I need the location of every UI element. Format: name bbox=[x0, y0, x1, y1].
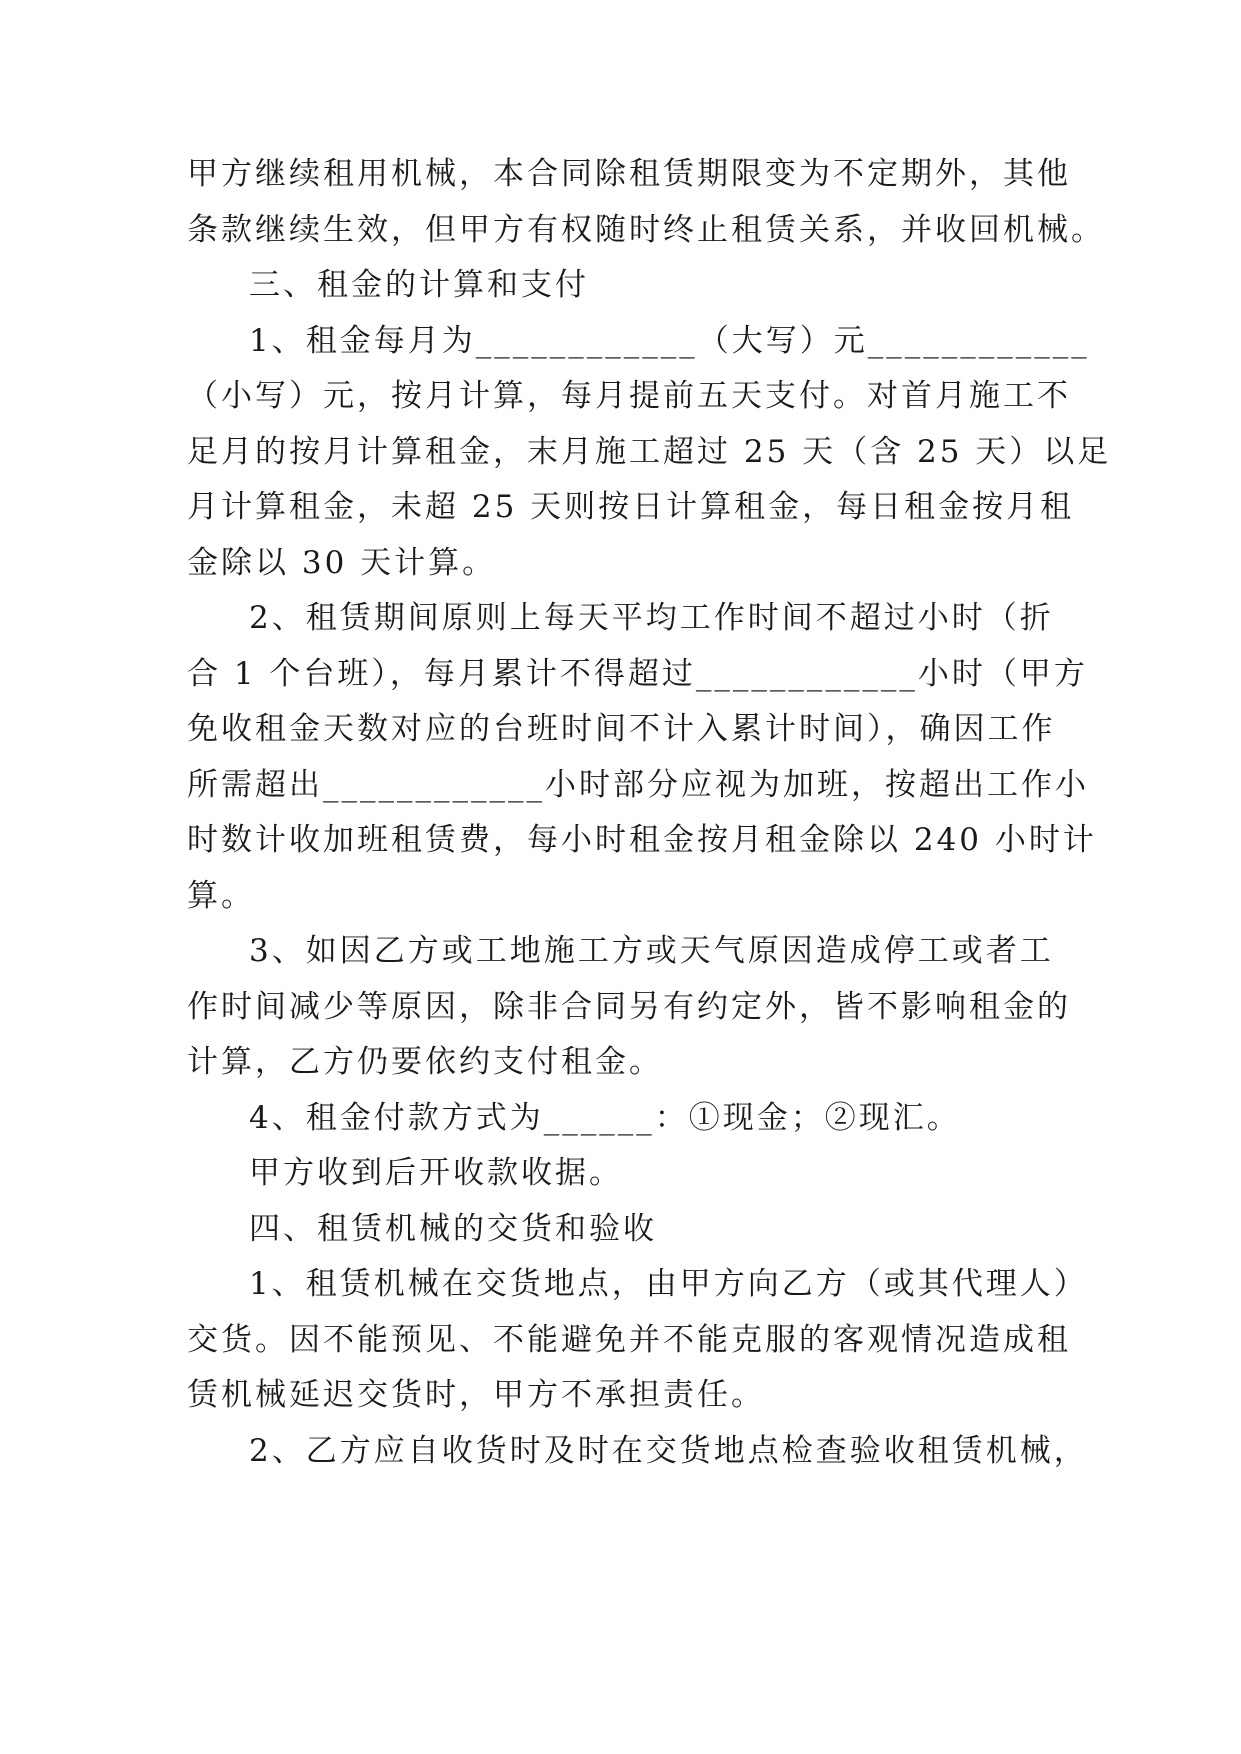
text-line: 足月的按月计算租金，末月施工超过 25 天（含 25 天）以足 bbox=[187, 434, 1112, 470]
text-line: 所需超出____________小时部分应视为加班，按超出工作小 bbox=[187, 767, 1089, 803]
text-line: （小写）元，按月计算，每月提前五天支付。对首月施工不 bbox=[187, 378, 1071, 414]
text-line: 合 1 个台班），每月累计不得超过____________小时（甲方 bbox=[187, 656, 1088, 692]
text-line: 3、如因乙方或工地施工方或天气原因造成停工或者工 bbox=[249, 933, 1054, 969]
text-line: 作时间减少等原因，除非合同另有约定外，皆不影响租金的 bbox=[187, 989, 1071, 1025]
text-line: 赁机械延迟交货时，甲方不承担责任。 bbox=[187, 1377, 765, 1413]
text-line: 1、租赁机械在交货地点，由甲方向乙方（或其代理人） bbox=[249, 1266, 1088, 1302]
text-line: 条款继续生效，但甲方有权随时终止租赁关系，并收回机械。 bbox=[187, 212, 1105, 248]
text-line: 计算，乙方仍要依约支付租金。 bbox=[187, 1044, 663, 1080]
text-line: 甲方收到后开收款收据。 bbox=[249, 1155, 623, 1191]
text-line: 2、乙方应自收货时及时在交货地点检查验收租赁机械， bbox=[249, 1433, 1088, 1469]
text-line: 4、租金付款方式为______：①现金；②现汇。 bbox=[249, 1100, 961, 1136]
text-line: 金除以 30 天计算。 bbox=[187, 545, 497, 581]
text-line: 1、租金每月为____________（大写）元____________ bbox=[249, 323, 1090, 359]
section-heading: 四、租赁机械的交货和验收 bbox=[249, 1211, 657, 1247]
text-line: 交货。因不能预见、不能避免并不能克服的客观情况造成租 bbox=[187, 1322, 1071, 1358]
text-line: 2、租赁期间原则上每天平均工作时间不超过小时（折 bbox=[249, 600, 1054, 636]
text-line: 月计算租金，未超 25 天则按日计算租金，每日租金按月租 bbox=[187, 489, 1075, 525]
text-line: 算。 bbox=[187, 878, 255, 914]
text-line: 免收租金天数对应的台班时间不计入累计时间），确因工作 bbox=[187, 711, 1056, 747]
section-heading: 三、租金的计算和支付 bbox=[249, 267, 589, 303]
text-line: 时数计收加班租赁费，每小时租金按月租金除以 240 小时计 bbox=[187, 822, 1097, 858]
text-line: 甲方继续租用机械，本合同除租赁期限变为不定期外，其他 bbox=[187, 156, 1071, 192]
